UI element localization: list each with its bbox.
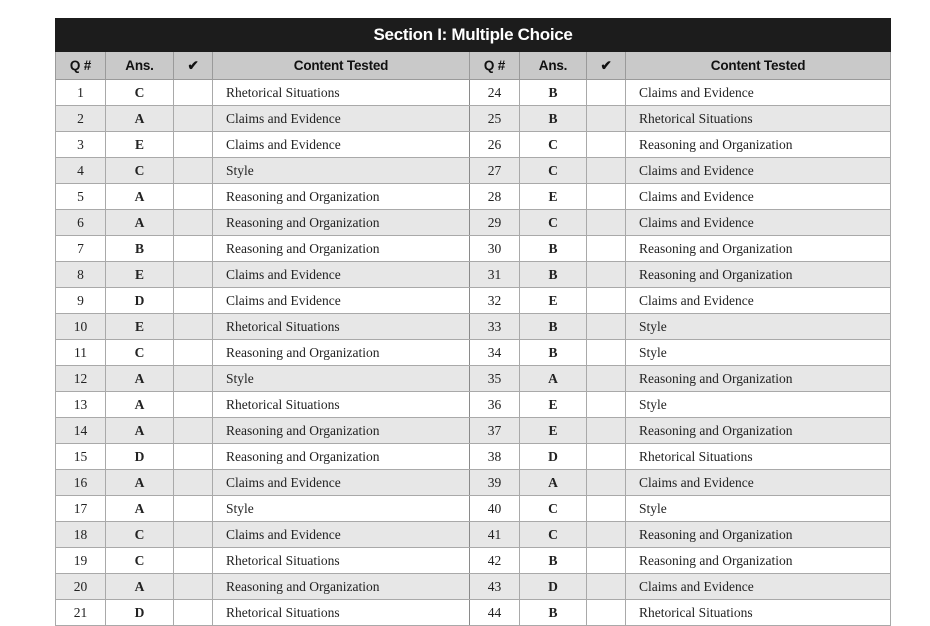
answer-letter: E <box>520 418 587 444</box>
question-number: 15 <box>56 444 106 470</box>
content-tested: Reasoning and Organization <box>213 340 470 366</box>
question-number: 24 <box>470 80 520 106</box>
header-answer: Ans. <box>106 52 174 80</box>
check-box[interactable] <box>587 314 626 340</box>
answer-letter: E <box>520 184 587 210</box>
answer-letter: D <box>106 600 174 626</box>
content-tested: Claims and Evidence <box>213 522 470 548</box>
table-row <box>56 522 891 548</box>
answer-letter: A <box>106 574 174 600</box>
answer-letter: B <box>520 106 587 132</box>
question-number: 20 <box>56 574 106 600</box>
check-box[interactable] <box>587 210 626 236</box>
check-box[interactable] <box>174 288 213 314</box>
question-number: 12 <box>56 366 106 392</box>
content-tested: Reasoning and Organization <box>213 418 470 444</box>
check-box[interactable] <box>174 236 213 262</box>
content-tested: Reasoning and Organization <box>213 444 470 470</box>
content-tested: Rhetorical Situations <box>626 600 891 626</box>
header-checkmark: ✔ <box>174 52 213 80</box>
check-box[interactable] <box>587 548 626 574</box>
header-question-number: Q # <box>56 52 106 80</box>
question-number: 21 <box>56 600 106 626</box>
check-box[interactable] <box>174 444 213 470</box>
check-box[interactable] <box>587 80 626 106</box>
content-tested: Reasoning and Organization <box>626 366 891 392</box>
check-box[interactable] <box>587 366 626 392</box>
question-number: 32 <box>470 288 520 314</box>
question-number: 17 <box>56 496 106 522</box>
content-tested: Rhetorical Situations <box>213 314 470 340</box>
question-number: 9 <box>56 288 106 314</box>
check-box[interactable] <box>174 158 213 184</box>
answer-letter: A <box>106 210 174 236</box>
check-box[interactable] <box>174 470 213 496</box>
answer-letter: B <box>520 600 587 626</box>
content-tested: Style <box>213 496 470 522</box>
question-number: 27 <box>470 158 520 184</box>
content-tested: Reasoning and Organization <box>213 236 470 262</box>
answer-letter: A <box>106 496 174 522</box>
content-tested: Claims and Evidence <box>626 184 891 210</box>
content-tested: Style <box>626 340 891 366</box>
question-number: 26 <box>470 132 520 158</box>
content-tested: Reasoning and Organization <box>626 132 891 158</box>
content-tested: Rhetorical Situations <box>626 444 891 470</box>
check-box[interactable] <box>174 548 213 574</box>
answer-letter: D <box>106 288 174 314</box>
answer-letter: E <box>106 262 174 288</box>
answer-letter: B <box>520 80 587 106</box>
answer-letter: A <box>106 184 174 210</box>
answer-letter: A <box>106 418 174 444</box>
content-tested: Claims and Evidence <box>626 80 891 106</box>
question-number: 1 <box>56 80 106 106</box>
table-row <box>56 158 891 184</box>
content-tested: Style <box>213 366 470 392</box>
question-number: 7 <box>56 236 106 262</box>
answer-letter: A <box>106 366 174 392</box>
table-row <box>56 340 891 366</box>
question-number: 19 <box>56 548 106 574</box>
answer-letter: D <box>106 444 174 470</box>
answer-letter: C <box>520 496 587 522</box>
question-number: 43 <box>470 574 520 600</box>
question-number: 29 <box>470 210 520 236</box>
check-box[interactable] <box>587 470 626 496</box>
check-box[interactable] <box>587 288 626 314</box>
header-content-tested: Content Tested <box>213 52 470 80</box>
content-tested: Claims and Evidence <box>626 158 891 184</box>
question-number: 38 <box>470 444 520 470</box>
answer-letter: B <box>520 236 587 262</box>
answer-letter: A <box>520 470 587 496</box>
content-tested: Rhetorical Situations <box>626 106 891 132</box>
answer-letter: C <box>106 340 174 366</box>
question-number: 42 <box>470 548 520 574</box>
check-box[interactable] <box>174 392 213 418</box>
table-row <box>56 262 891 288</box>
question-number: 37 <box>470 418 520 444</box>
question-number: 5 <box>56 184 106 210</box>
question-number: 40 <box>470 496 520 522</box>
answer-letter: B <box>520 314 587 340</box>
question-number: 4 <box>56 158 106 184</box>
answer-letter: A <box>106 106 174 132</box>
question-number: 6 <box>56 210 106 236</box>
check-box[interactable] <box>587 236 626 262</box>
question-number: 8 <box>56 262 106 288</box>
table-row <box>56 210 891 236</box>
question-number: 28 <box>470 184 520 210</box>
check-box[interactable] <box>587 262 626 288</box>
answer-letter: C <box>520 158 587 184</box>
answer-letter: D <box>520 444 587 470</box>
check-box[interactable] <box>174 106 213 132</box>
content-tested: Reasoning and Organization <box>626 522 891 548</box>
table-row <box>56 392 891 418</box>
answer-letter: B <box>520 340 587 366</box>
content-tested: Reasoning and Organization <box>626 236 891 262</box>
table-row <box>56 184 891 210</box>
check-box[interactable] <box>587 392 626 418</box>
table-row <box>56 496 891 522</box>
check-box[interactable] <box>174 184 213 210</box>
check-box[interactable] <box>587 418 626 444</box>
header-content-tested: Content Tested <box>626 52 891 80</box>
table-row <box>56 444 891 470</box>
content-tested: Rhetorical Situations <box>213 80 470 106</box>
check-box[interactable] <box>174 80 213 106</box>
content-tested: Reasoning and Organization <box>626 418 891 444</box>
content-tested: Claims and Evidence <box>213 106 470 132</box>
check-box[interactable] <box>174 574 213 600</box>
answer-letter: C <box>106 522 174 548</box>
question-number: 35 <box>470 366 520 392</box>
check-box[interactable] <box>174 210 213 236</box>
content-tested: Claims and Evidence <box>626 288 891 314</box>
check-box[interactable] <box>587 340 626 366</box>
content-tested: Reasoning and Organization <box>213 184 470 210</box>
check-box[interactable] <box>587 444 626 470</box>
content-tested: Style <box>213 158 470 184</box>
answer-letter: C <box>520 522 587 548</box>
table-row <box>56 106 891 132</box>
answer-letter: C <box>520 132 587 158</box>
check-box[interactable] <box>174 314 213 340</box>
table-row <box>56 80 891 106</box>
table-row <box>56 574 891 600</box>
table-row <box>56 314 891 340</box>
check-box[interactable] <box>587 158 626 184</box>
question-number: 41 <box>470 522 520 548</box>
check-box[interactable] <box>587 496 626 522</box>
content-tested: Claims and Evidence <box>626 210 891 236</box>
content-tested: Claims and Evidence <box>213 262 470 288</box>
answer-letter: C <box>106 548 174 574</box>
content-tested: Reasoning and Organization <box>213 574 470 600</box>
question-number: 34 <box>470 340 520 366</box>
answer-letter: C <box>106 158 174 184</box>
question-number: 30 <box>470 236 520 262</box>
question-number: 11 <box>56 340 106 366</box>
answer-letter: B <box>106 236 174 262</box>
table-row <box>56 418 891 444</box>
check-box[interactable] <box>174 366 213 392</box>
content-tested: Claims and Evidence <box>626 574 891 600</box>
answer-letter: E <box>106 132 174 158</box>
content-tested: Claims and Evidence <box>213 132 470 158</box>
content-tested: Rhetorical Situations <box>213 600 470 626</box>
table-row <box>56 132 891 158</box>
question-number: 44 <box>470 600 520 626</box>
content-tested: Style <box>626 314 891 340</box>
answer-letter: B <box>520 262 587 288</box>
content-tested: Style <box>626 496 891 522</box>
table-row <box>56 548 891 574</box>
header-question-number: Q # <box>470 52 520 80</box>
answer-key-table <box>55 18 891 626</box>
answer-letter: E <box>520 392 587 418</box>
table-title: Section I: Multiple Choice <box>56 19 891 52</box>
check-box[interactable] <box>587 184 626 210</box>
content-tested: Claims and Evidence <box>213 288 470 314</box>
check-box[interactable] <box>174 600 213 626</box>
answer-letter: E <box>106 314 174 340</box>
answer-letter: B <box>520 548 587 574</box>
answer-letter: A <box>106 392 174 418</box>
header-checkmark: ✔ <box>587 52 626 80</box>
answer-letter: A <box>520 366 587 392</box>
check-box[interactable] <box>587 574 626 600</box>
question-number: 33 <box>470 314 520 340</box>
check-box[interactable] <box>174 340 213 366</box>
question-number: 31 <box>470 262 520 288</box>
table-row <box>56 366 891 392</box>
check-box[interactable] <box>587 600 626 626</box>
question-number: 14 <box>56 418 106 444</box>
check-box[interactable] <box>587 522 626 548</box>
question-number: 3 <box>56 132 106 158</box>
content-tested: Claims and Evidence <box>626 470 891 496</box>
content-tested: Claims and Evidence <box>213 470 470 496</box>
question-number: 16 <box>56 470 106 496</box>
header-row <box>56 52 891 80</box>
answer-letter: E <box>520 288 587 314</box>
check-box[interactable] <box>587 132 626 158</box>
answer-letter: C <box>106 80 174 106</box>
check-box[interactable] <box>174 522 213 548</box>
content-tested: Reasoning and Organization <box>626 262 891 288</box>
question-number: 2 <box>56 106 106 132</box>
content-tested: Rhetorical Situations <box>213 548 470 574</box>
answer-letter: C <box>520 210 587 236</box>
question-number: 39 <box>470 470 520 496</box>
question-number: 18 <box>56 522 106 548</box>
table-row <box>56 288 891 314</box>
table-row <box>56 600 891 626</box>
question-number: 13 <box>56 392 106 418</box>
question-number: 10 <box>56 314 106 340</box>
content-tested: Rhetorical Situations <box>213 392 470 418</box>
check-box[interactable] <box>174 262 213 288</box>
content-tested: Style <box>626 392 891 418</box>
content-tested: Reasoning and Organization <box>213 210 470 236</box>
answer-key-container <box>55 18 890 626</box>
check-box[interactable] <box>587 106 626 132</box>
answer-letter: D <box>520 574 587 600</box>
check-box[interactable] <box>174 496 213 522</box>
table-row <box>56 236 891 262</box>
question-number: 36 <box>470 392 520 418</box>
check-box[interactable] <box>174 132 213 158</box>
question-number: 25 <box>470 106 520 132</box>
header-answer: Ans. <box>520 52 587 80</box>
table-row <box>56 470 891 496</box>
answer-letter: A <box>106 470 174 496</box>
content-tested: Reasoning and Organization <box>626 548 891 574</box>
check-box[interactable] <box>174 418 213 444</box>
